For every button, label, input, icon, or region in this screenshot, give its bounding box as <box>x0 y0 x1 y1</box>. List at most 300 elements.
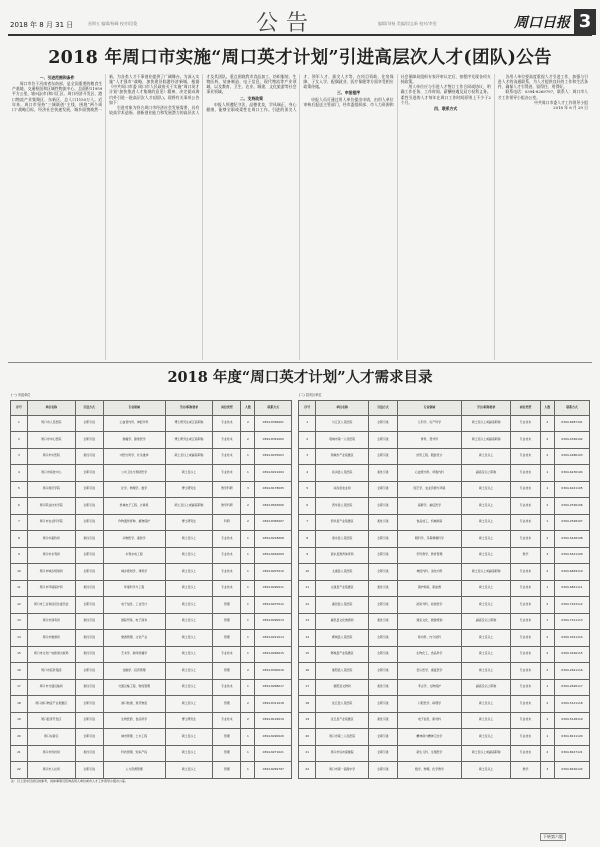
table-cell: 硕士及以上或副高职称 <box>461 432 510 449</box>
table-cell: 硕士及以上 <box>461 712 510 729</box>
table-cell: 全职引进 <box>368 415 397 432</box>
table-cell: 国际贸易、电子商务 <box>103 613 165 630</box>
table-cell: 博士研究生 <box>165 514 213 531</box>
table-cell: 项城市第一人民医院 <box>316 432 368 449</box>
table-cell: 全职引进 <box>75 514 103 531</box>
table-cell: 10 <box>299 564 316 581</box>
table-cell: 0394-2626117 <box>555 679 590 696</box>
table-cell: 2 <box>540 531 555 548</box>
table-cell: 18 <box>11 696 28 713</box>
table-cell: 专业技术 <box>213 448 241 465</box>
table-cell: 周口市文化广电新闻出版局 <box>27 646 75 663</box>
table-cell: 园艺学、农业资源与环境 <box>397 481 461 498</box>
table-row <box>11 547 292 564</box>
table-cell: 硕士及以上 <box>165 547 213 564</box>
table-cell: 1 <box>540 613 555 630</box>
column-header: 单位名称 <box>27 400 75 415</box>
table-cell: 0394-8262009 <box>255 547 292 564</box>
column-header: 人数 <box>241 400 255 415</box>
table-cell: 全职引进 <box>368 481 397 498</box>
column-header: 岗位类型 <box>511 400 540 415</box>
table-cell: 郸城县人民医院 <box>316 630 368 647</box>
table-cell: 2 <box>241 514 255 531</box>
table-cell: 2 <box>540 597 555 614</box>
table-cell: 副高及以上职称 <box>461 613 510 630</box>
table-cell: 全职引进 <box>368 696 397 713</box>
table-cell: 专业技术 <box>511 498 540 515</box>
table-cell: 14 <box>11 630 28 647</box>
table-cell: 专业技术 <box>213 415 241 432</box>
table-cell: 专业技术 <box>511 432 540 449</box>
table-cell: 0394-2621116 <box>555 663 590 680</box>
table-cell: 2 <box>540 415 555 432</box>
article-signature: 中共周口市委人才工作领导小组 <box>534 99 588 105</box>
table-cell: 西华县人民医院 <box>316 498 368 515</box>
table-row <box>11 481 292 498</box>
table-cell: 心血管内科、呼吸内科 <box>397 465 461 482</box>
table-cell: 2 <box>241 663 255 680</box>
table-cell: 柔性引进 <box>75 679 103 696</box>
table-row <box>299 531 590 548</box>
table-cell: 0394-8290013 <box>255 613 292 630</box>
table-cell: 22 <box>299 762 316 779</box>
table-cell: 硕士及以上 <box>165 745 213 762</box>
table-cell: 专业技术 <box>213 547 241 564</box>
table-cell: 沈丘县产业集聚区 <box>316 712 368 729</box>
table-cell: 7 <box>11 514 28 531</box>
table-row <box>11 613 292 630</box>
table-cell: 全职引进 <box>75 498 103 515</box>
table-cell: 2 <box>241 498 255 515</box>
table-cell: 硕士及以上 <box>461 663 510 680</box>
table-cell: 2 <box>241 432 255 449</box>
table-cell: 周口市中医院 <box>27 448 75 465</box>
table-cell: 全职引进 <box>368 646 397 663</box>
table-cell: 周口市疾控中心 <box>27 465 75 482</box>
table-cell: 中医内科学、针灸推拿 <box>103 448 165 465</box>
table-cell: 专业技术 <box>213 432 241 449</box>
table-cell: 硕士及以上或副高职称 <box>461 564 510 581</box>
article-paragraph: 周口市位于河南省东南部，是全国重要的粮食生产基地、交通枢纽和区域性物流中心，总面积11959平方公里，辖9县(市)和川汇区、周口经济开发区、港口物流产业集聚区、东新区，总人口1150万人。近年来，周口市坚持“三城联创”主线，围绕“两个周口”战略目标，经济社会快速发展，城乡面貌焕然一新，为各类人才干事创业提供了广阔舞台。为深入实施“人才强市”战略，加快建设临港经济新城，根据《中共周口市委 周口市人民政府关于实施“周口英才计划”加快推进人才集聚的意见》精神，决定面向海内外引进一批高层次人才(团队)。现将有关事项公告如下： <box>12 74 200 112</box>
table-cell: 锅炉制造、新能源 <box>397 580 461 597</box>
table-cell: 骨科、普外科 <box>397 432 461 449</box>
column-header: 联系方式 <box>255 400 292 415</box>
table-cell: 0394-8226122 <box>555 762 590 779</box>
table-cell: 9 <box>11 547 28 564</box>
table-cell: 专业技术 <box>511 514 540 531</box>
table-cell: 11 <box>11 580 28 597</box>
table-cell: 周口市妇幼保健院 <box>316 745 368 762</box>
table-cell: 周口师范学院 <box>27 481 75 498</box>
masthead-meta: 星期五 编辑/杨峰 校对/段俊 <box>88 21 138 26</box>
article-headline: 2018 年周口市实施“周口英才计划”引进高层次人才(团队)公告 <box>48 48 552 68</box>
page-number: 3 <box>574 9 596 35</box>
table-cell: 水利水电工程 <box>103 547 165 564</box>
table-cell: 16 <box>299 663 316 680</box>
table-cell: 0394-8593006 <box>255 498 292 515</box>
table-cell: 9 <box>299 547 316 564</box>
table-cell: 扶沟县农业局 <box>316 481 368 498</box>
table-cell: 1 <box>241 762 255 779</box>
table-cell: 电子信息、工业设计 <box>103 597 165 614</box>
table-cell: 0394-8287101 <box>555 415 590 432</box>
table-cell: 15 <box>11 646 28 663</box>
table-cell: 全职引进 <box>75 564 103 581</box>
column-header: 引进方式 <box>75 400 103 415</box>
table-cell: 周口市交通运输局 <box>27 679 75 696</box>
table-cell: 1 <box>540 712 555 729</box>
table-cell: 专业技术 <box>213 679 241 696</box>
article-subhead: 三、申报程序 <box>337 90 361 96</box>
column-header: 联系方式 <box>555 400 590 415</box>
table-cell: 0394-8235003 <box>255 448 292 465</box>
table-cell: 周口市第一高级中学 <box>316 762 368 779</box>
table-cell: 博士研究生或正高职称 <box>165 432 213 449</box>
table-cell: 15 <box>299 646 316 663</box>
table-cell: 1 <box>299 415 316 432</box>
table-row <box>299 547 590 564</box>
table-cell: 周口市农业科学院 <box>27 514 75 531</box>
table-cell: 周口市环境保护局 <box>27 580 75 597</box>
table-cell: 硕士及以上 <box>461 646 510 663</box>
table-cell: 周口市工业和信息化委员会 <box>27 597 75 614</box>
table-cell: 全职引进 <box>368 630 397 647</box>
table-cell: 新生儿科、生殖医学 <box>397 745 461 762</box>
table-cell: 0394-8221014 <box>255 630 292 647</box>
table-cell: 硕士及以上 <box>461 762 510 779</box>
table-row <box>11 646 292 663</box>
table-cell: 0394-8178005 <box>255 481 292 498</box>
table-cell: 专业技术 <box>511 696 540 713</box>
table-cell: 教学科研 <box>213 498 241 515</box>
table-cell: 柔性引进 <box>368 679 397 696</box>
table-cell: 硕士及以上或副高职称 <box>461 745 510 762</box>
table-cell: 8 <box>299 531 316 548</box>
table-cell: 13 <box>11 613 28 630</box>
table-cell: 硕士及以上 <box>165 613 213 630</box>
table-cell: 交通运输工程、物流管理 <box>103 679 165 696</box>
table-notes: 注：以上需求目录仅供参考，具体事项可咨询各用人单位或市人才工作领导小组办公室。 <box>11 778 129 783</box>
table-cell: 硕士及以上 <box>165 630 213 647</box>
column-header: 序号 <box>11 400 28 415</box>
table-cell: 机械电子工程、计算机 <box>103 498 165 515</box>
table-cell: 硕士及以上 <box>165 580 213 597</box>
table-cell: 0394-6821111 <box>555 580 590 597</box>
table-cell: 柔性引进 <box>75 448 103 465</box>
table-cell: 柔性引进 <box>75 745 103 762</box>
table-cell: 生物医药、食品科学 <box>103 712 165 729</box>
table-caption: (二) 县市区单位 <box>299 392 322 397</box>
table-row <box>299 712 590 729</box>
table-cell: 专业技术 <box>213 564 241 581</box>
table-cell: 副高及以上职称 <box>461 465 510 482</box>
table-cell: 管理 <box>213 663 241 680</box>
table-cell: 太康县人民医院 <box>316 564 368 581</box>
table-cell: 17 <box>11 679 28 696</box>
table-cell: 1 <box>241 597 255 614</box>
table-cell: 管理 <box>213 696 241 713</box>
article-paragraph: 引进对象为符合周口市经济社会发展需要，具有较高学术造诣、创新创业能力和发展潜力的高层次人才及其团队。重点围绕我市食品加工、纺织服装、生物医药、装备制造、电子信息、现代物流等产业领域，以及教育、卫生、农业、城建、文化旅游等社会事业领域。 <box>109 74 297 116</box>
table-cell: 1 <box>540 729 555 746</box>
table-cell: 0394-6829110 <box>555 564 590 581</box>
table-cell: 金融学、投资管理 <box>103 663 165 680</box>
table-row <box>11 679 292 696</box>
table-cell: 硕士及以上 <box>461 729 510 746</box>
table-cell: 0394-8300016 <box>255 663 292 680</box>
table-cell: 5 <box>299 481 316 498</box>
table-cell: 专业技术 <box>511 580 540 597</box>
table-cell: 2 <box>241 712 255 729</box>
table-cell: 柔性引进 <box>368 613 397 630</box>
table-cell: 硕士及以上 <box>165 465 213 482</box>
table-cell: 硕士及以上 <box>165 597 213 614</box>
table-cell: 商水县教育体育局 <box>316 547 368 564</box>
table-cell: 周口市水利局 <box>27 547 75 564</box>
table-cell: 周口市畜牧局 <box>27 531 75 548</box>
table-cell: 1 <box>241 646 255 663</box>
column-header: 专业领域 <box>103 400 165 415</box>
table-cell: 0394-8290020 <box>255 729 292 746</box>
table-cell: 16 <box>11 663 28 680</box>
table-row <box>11 762 292 779</box>
table-cell: 21 <box>299 745 316 762</box>
table-cell: 2 <box>540 432 555 449</box>
table-cell: 专业技术 <box>213 465 241 482</box>
table-cell: 管理 <box>213 745 241 762</box>
table-cell: 22 <box>11 762 28 779</box>
table-cell: 专业技术 <box>511 531 540 548</box>
table-cell: 硕士及以上 <box>461 448 510 465</box>
table-cell: 周口市投资集团 <box>27 663 75 680</box>
table-row <box>11 729 292 746</box>
table-cell: 肾内科、内分泌科 <box>397 630 461 647</box>
table-cell: 专业技术 <box>213 712 241 729</box>
table-cell: 硕士及以上 <box>461 498 510 515</box>
article-subhead: 一、引进范围和条件 <box>39 75 75 80</box>
table-cell: 1 <box>241 729 255 746</box>
table-row <box>299 481 590 498</box>
issue-date: 2018 年 8 月 31 日 <box>10 21 74 29</box>
table-cell: 硕士及以上 <box>165 564 213 581</box>
table-cell: 动物医学、畜牧学 <box>103 531 165 548</box>
table-cell: 专业技术 <box>213 646 241 663</box>
table-cell: 麻醉学、重症医学 <box>397 498 461 515</box>
table-cell: 口腔医学、病理学 <box>397 696 461 713</box>
table-row <box>11 597 292 614</box>
table-cell: 全职引进 <box>368 448 397 465</box>
table-row <box>299 613 590 630</box>
table-cell: 柔性引进 <box>75 630 103 647</box>
table-cell: 硕士及以上 <box>461 580 510 597</box>
article-subhead: 二、支持政策 <box>239 95 263 101</box>
table-cell: 2 <box>540 448 555 465</box>
table-cell: 道家文化、旅游规划 <box>397 613 461 630</box>
table-cell: 柔性引进 <box>368 580 397 597</box>
table-cell: 2 <box>540 745 555 762</box>
table-cell: 全职引进 <box>75 762 103 779</box>
table-cell: 周口市人民医院 <box>27 415 75 432</box>
table-cell: 2 <box>540 696 555 713</box>
table-row <box>299 646 590 663</box>
table-cell: 专业技术 <box>511 564 540 581</box>
table-row <box>299 448 590 465</box>
table-cell: 全职引进 <box>75 696 103 713</box>
table-cell: 0394-8211120 <box>555 729 590 746</box>
table-cell: 川汇区人民医院 <box>316 415 368 432</box>
table-cell: 专业技术 <box>511 729 540 746</box>
table-cell: 管理 <box>213 613 241 630</box>
table-cell: 4 <box>11 465 28 482</box>
table-cell: 公共卫生与预防医学 <box>103 465 165 482</box>
table-cell: 全职引进 <box>75 481 103 498</box>
table-cell: 1 <box>241 465 255 482</box>
table-cell: 0394-8126019 <box>255 712 292 729</box>
table-cell: 2 <box>540 663 555 680</box>
table-cell: 商水县人民医院 <box>316 531 368 548</box>
table-cell: 全职引进 <box>75 415 103 432</box>
table-cell: 儿科学、妇产科学 <box>397 415 461 432</box>
table-cell: 专业技术 <box>511 712 540 729</box>
table-row <box>11 712 292 729</box>
table-cell: 周口市商务局 <box>27 613 75 630</box>
directory-table-left <box>10 392 292 784</box>
table-cell: 化学、物理学、数学 <box>103 481 165 498</box>
table-cell: 0394-2528107 <box>555 514 590 531</box>
column-header: 序号 <box>299 400 316 415</box>
table-cell: 城市管理、土木工程 <box>103 729 165 746</box>
table-cell: 0394-8237012 <box>255 597 292 614</box>
table-cell: 专业技术 <box>511 663 540 680</box>
table-cell: 周口港口物流产业集聚区 <box>27 696 75 713</box>
table-cell: 0394-8311018 <box>255 696 292 713</box>
table-row <box>11 696 292 713</box>
table-cell: 食品加工、机械制造 <box>397 514 461 531</box>
article-paragraph: 申报人须遵纪守法，品德优良，学风端正，身心健康，能够全职或柔性在周口工作。引进的顶尖人才、领军人才、拔尖人才等，在项目资助、住房保障、子女入学、配偶就业、医疗保健等方面享受相应政策待遇。 <box>206 74 394 112</box>
table-cell: 12 <box>299 597 316 614</box>
table-cell: 0394-8221004 <box>255 465 292 482</box>
masthead-editor: 编辑/刘杨 美编/段志新 校对/李雯 <box>378 21 437 26</box>
table-cell: 12 <box>11 597 28 614</box>
column-header: 引进方式 <box>368 400 397 415</box>
table-cell: 神经内科、消化内科 <box>397 564 461 581</box>
table-row <box>11 531 292 548</box>
table-cell: 全职引进 <box>368 762 397 779</box>
directory-table-right <box>298 392 590 779</box>
table-cell: 3 <box>540 762 555 779</box>
table-row <box>299 580 590 597</box>
table-cell: 14 <box>299 630 316 647</box>
table-row <box>11 514 292 531</box>
table-cell: 城乡规划学、建筑学 <box>103 564 165 581</box>
table-cell: 旅游管理、文化产业 <box>103 630 165 647</box>
table-cell: 周口职业技术学院 <box>27 498 75 515</box>
table-cell: 全职引进 <box>368 745 397 762</box>
table-cell: 1 <box>540 514 555 531</box>
table-cell: 0394-8271021 <box>255 745 292 762</box>
table-cell: 18 <box>299 696 316 713</box>
table-cell: 专业技术 <box>511 465 540 482</box>
table-cell: 0394-7211113 <box>555 613 590 630</box>
article-paragraph: 各用人单位要高度重视人才引进工作，加强与引进人才的沟通联系，为人才提供良好的工作和生活条件，确保人才引得进、留得住、用得好。 <box>497 74 588 90</box>
table-cell: 0394-5421109 <box>555 547 590 564</box>
table-cell: 教学 <box>511 762 540 779</box>
article-paragraph: 申报人员可通过用人单位提出申请，由用人单位审核后报送主管部门，经市委组织部、市人力资源和社会保障局组织专家评审认定后，按程序兑现各项支持政策。 <box>303 74 491 107</box>
table-cell: 全职引进 <box>75 465 103 482</box>
table-cell: 硕士及以上 <box>165 762 213 779</box>
table-cell: 0394-8269797 <box>255 762 292 779</box>
table-cell: 2 <box>540 630 555 647</box>
table-cell: 硕士及以上 <box>165 531 213 548</box>
table-cell: 柔性引进 <box>75 646 103 663</box>
table-caption: (一) 市直单位 <box>11 392 31 397</box>
table-cell: 硕士及以上 <box>165 729 213 746</box>
table-cell: 2 <box>299 432 316 449</box>
table-cell: 科技管理、知识产权 <box>103 745 165 762</box>
table-cell: 管理 <box>213 762 241 779</box>
column-header: 专业领域 <box>397 400 461 415</box>
table-cell: 4 <box>299 465 316 482</box>
table-cell: 专业技术 <box>213 531 241 548</box>
table-cell: 硕士及以上或副高职称 <box>165 448 213 465</box>
table-cell: 0394-8266015 <box>255 646 292 663</box>
column-header: 学历/职称要求 <box>461 400 510 415</box>
table-cell: 21 <box>11 745 28 762</box>
table-cell: 学科教学、教育管理 <box>397 547 461 564</box>
table-cell: 0394-5428108 <box>555 531 590 548</box>
table-cell: 人力资源管理 <box>103 762 165 779</box>
table-cell: 硕士及以上 <box>461 630 510 647</box>
table-cell: 教学科研 <box>213 481 241 498</box>
table-cell: 2 <box>11 432 28 449</box>
table-cell: 全职引进 <box>368 547 397 564</box>
table-cell: 1 <box>540 679 555 696</box>
table-cell: 1 <box>241 531 255 548</box>
table-cell: 全职引进 <box>368 597 397 614</box>
table-cell: 专业技术 <box>511 679 540 696</box>
table-cell: 6 <box>11 498 28 515</box>
table-cell: 5 <box>11 481 28 498</box>
column-header: 岗位类型 <box>213 400 241 415</box>
table-cell: 全职引进 <box>368 663 397 680</box>
table-cell: 专业技术 <box>511 448 540 465</box>
table-cell: 淮阳县人民医院 <box>316 663 368 680</box>
table-cell: 专业技术 <box>511 646 540 663</box>
table-cell: 3 <box>241 481 255 498</box>
table-cell: 硕士及以上 <box>461 514 510 531</box>
table-cell: 0394-8227121 <box>555 745 590 762</box>
table-cell: 0394-8218008 <box>255 531 292 548</box>
table-cell: 数学、物理、化学教学 <box>397 762 461 779</box>
table-row <box>299 696 590 713</box>
table-cell: 柔性引进 <box>368 712 397 729</box>
table-cell: 鹿邑县人民医院 <box>316 597 368 614</box>
table-cell: 硕士及以上 <box>461 481 510 498</box>
table-cell: 0394-2536106 <box>555 498 590 515</box>
table-cell: 硕士及以上 <box>461 696 510 713</box>
table-cell: 1 <box>540 481 555 498</box>
table-row <box>11 432 292 449</box>
table-cell: 1 <box>241 630 255 647</box>
directory-title: 2018 年度“周口英才计划”人才需求目录 <box>167 369 433 386</box>
table-cell: 硕士及以上 <box>165 679 213 696</box>
table-row <box>299 745 590 762</box>
table-cell: 全职引进 <box>75 712 103 729</box>
table-cell: 太康县产业集聚区 <box>316 580 368 597</box>
table-cell: 柔性引进 <box>75 580 103 597</box>
table-cell: 2 <box>241 696 255 713</box>
table-cell: 专业技术 <box>511 613 540 630</box>
table-cell: 专业技术 <box>511 597 540 614</box>
